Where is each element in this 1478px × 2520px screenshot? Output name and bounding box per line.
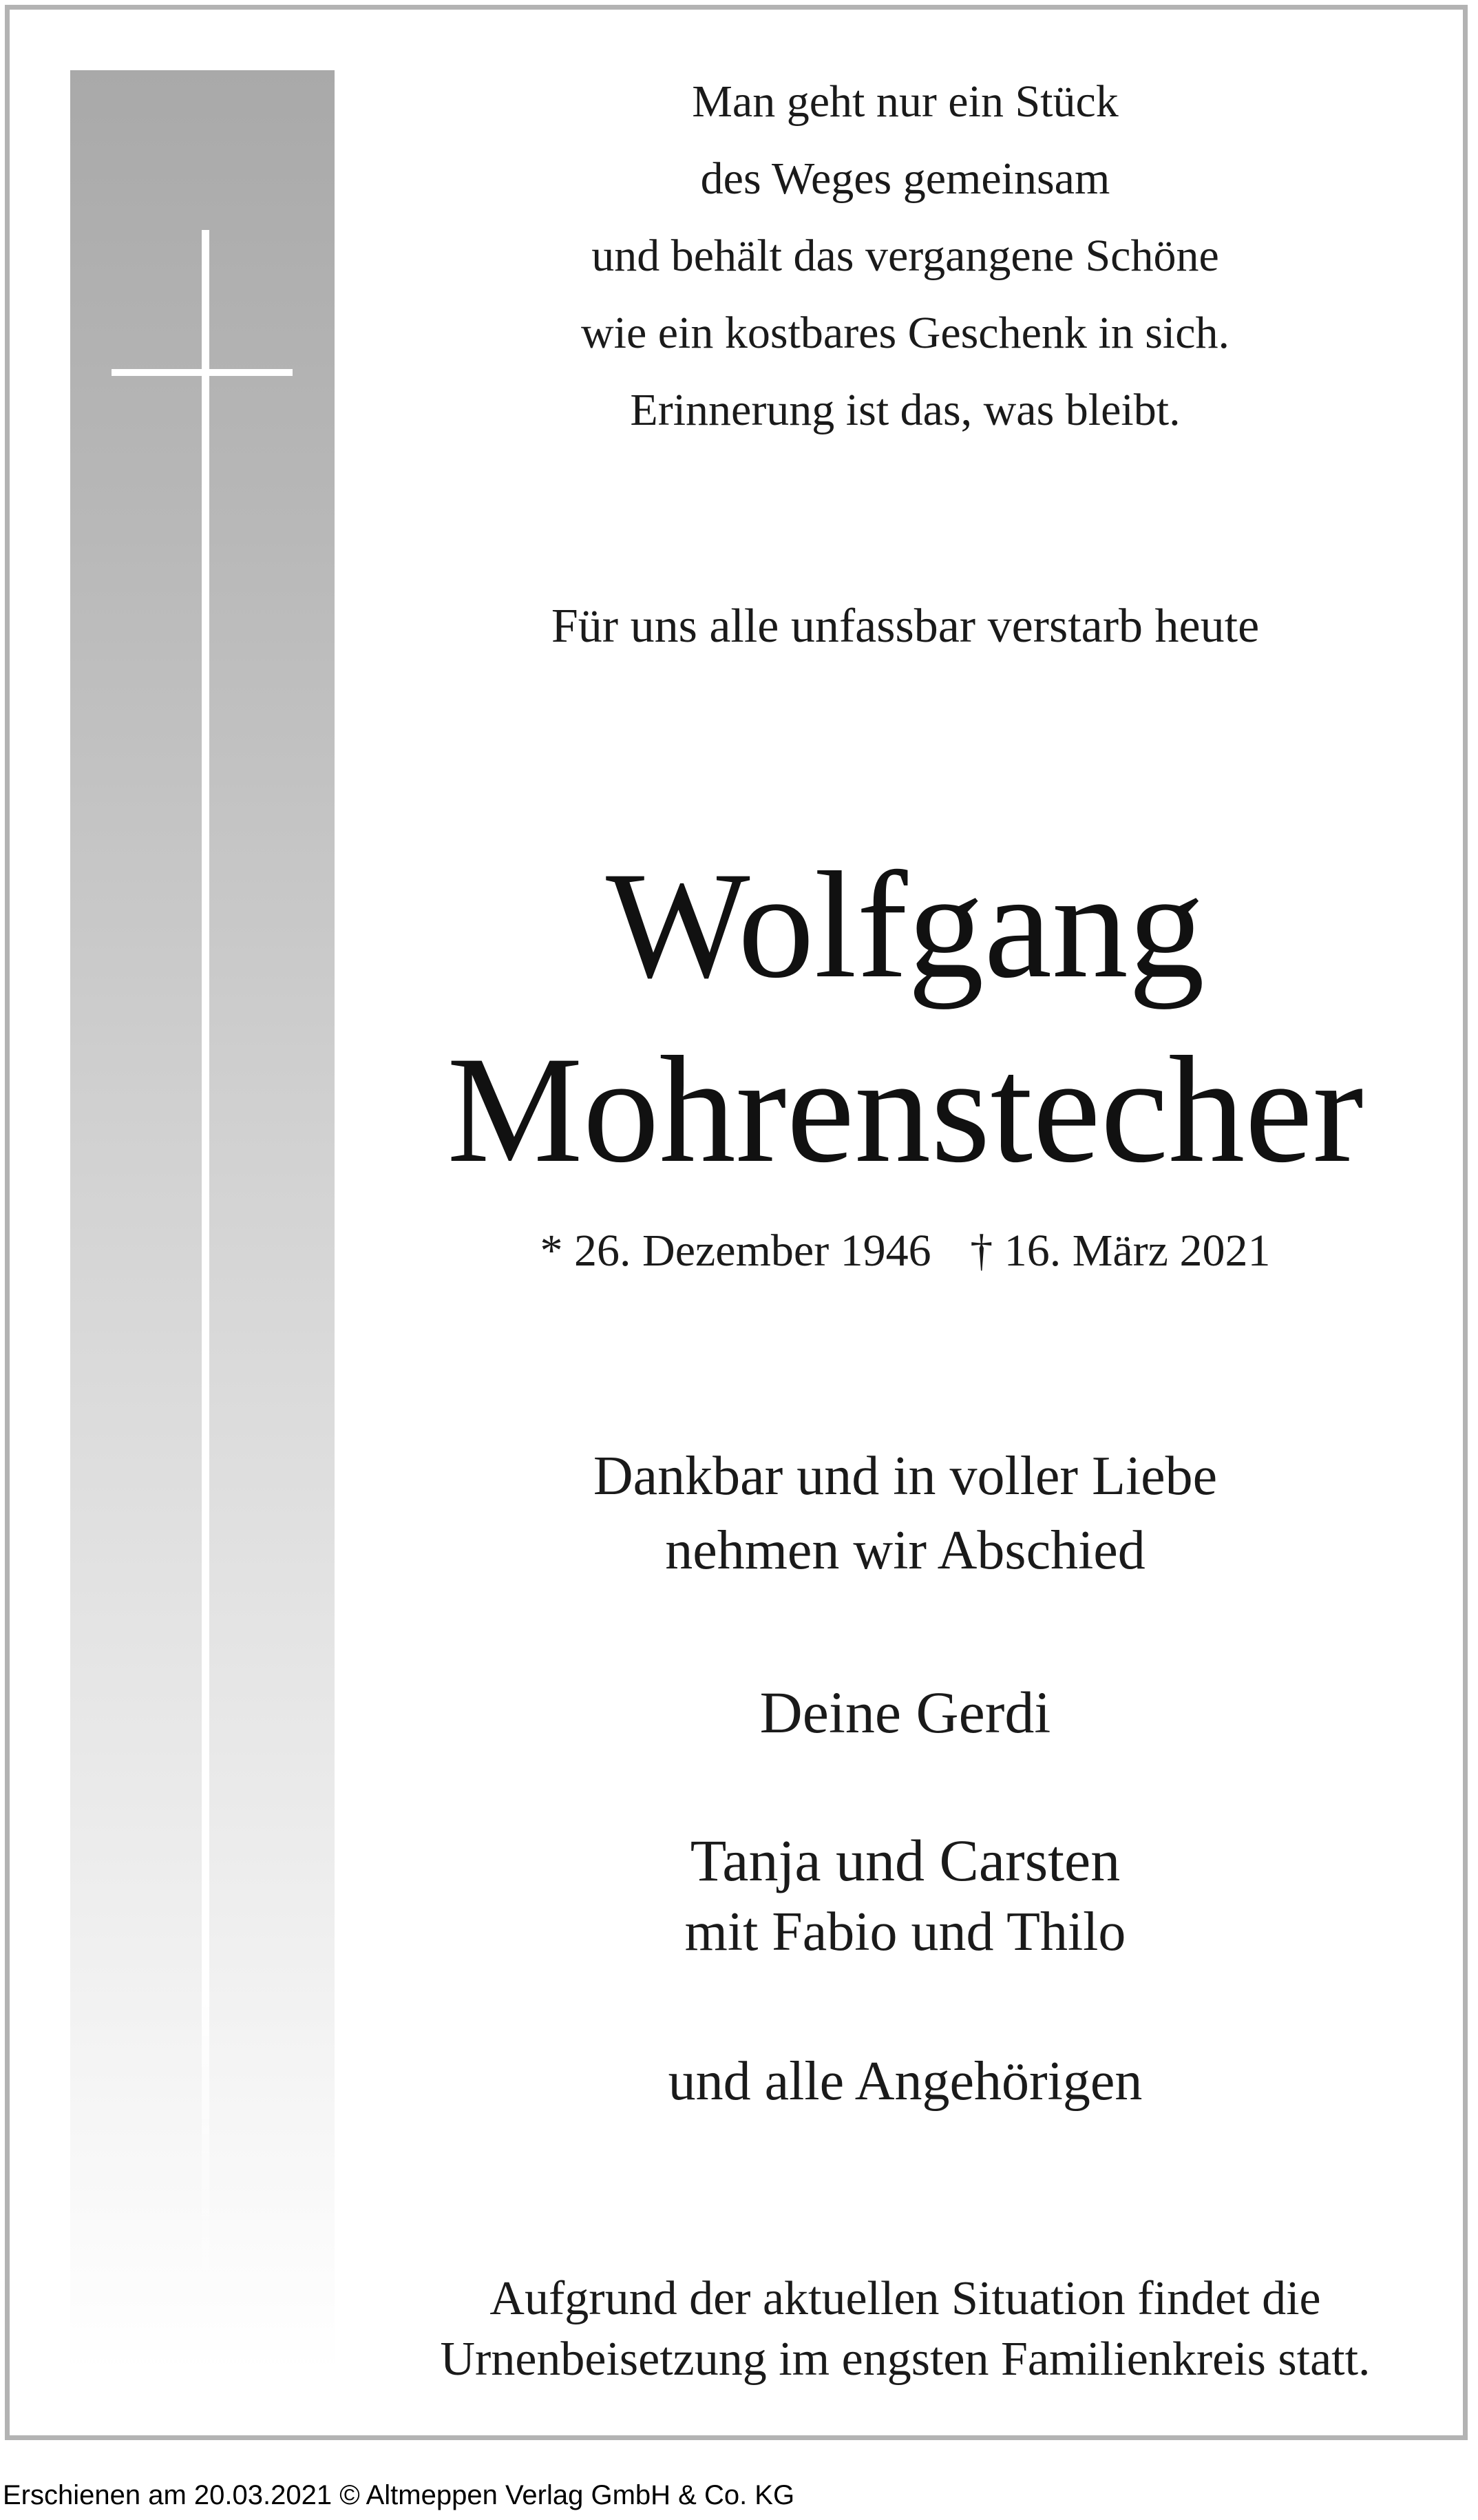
deceased-last-name: Mohrenstecher bbox=[447, 1025, 1364, 1195]
poem-line: wie ein kostbares Geschenk in sich. bbox=[580, 308, 1230, 358]
birth-date: * 26. Dezember 1946 bbox=[540, 1226, 931, 1276]
memorial-poem bbox=[386, 63, 1425, 449]
poem-line: Erinnerung ist das, was bleibt. bbox=[630, 385, 1181, 435]
poem-line: des Weges gemeinsam bbox=[700, 154, 1110, 204]
burial-note-line: Aufgrund der aktuellen Situation findet die bbox=[489, 2272, 1321, 2325]
poem-line: Man geht nur ein Stück bbox=[692, 76, 1119, 127]
cross-icon-horizontal-beam bbox=[112, 369, 293, 376]
deceased-name bbox=[386, 833, 1425, 1202]
mourner-relatives: und alle Angehörigen bbox=[668, 2051, 1143, 2112]
farewell-text bbox=[386, 1439, 1425, 1588]
mourner-spouse: Deine Gerdi bbox=[759, 1679, 1051, 1745]
cross-icon-vertical-beam bbox=[202, 230, 209, 2309]
farewell-line: nehmen wir Abschied bbox=[665, 1520, 1146, 1581]
death-date: † 16. März 2021 bbox=[970, 1226, 1271, 1276]
farewell-line: Dankbar und in voller Liebe bbox=[593, 1446, 1218, 1506]
deceased-first-name: Wolfgang bbox=[606, 841, 1205, 1010]
announcement-intro: Für uns alle unfassbar verstarb heute bbox=[551, 600, 1260, 653]
publication-footer: Erschienen am 20.03.2021 © Altmeppen Verlag GmbH & Co. KG bbox=[3, 2480, 795, 2510]
mourner-children: Tanja und Carsten bbox=[690, 1827, 1121, 1893]
burial-note bbox=[386, 2269, 1425, 2390]
life-dates bbox=[386, 1220, 1425, 1282]
burial-note-line: Urnenbeisetzung im engsten Familienkreis statt. bbox=[440, 2333, 1371, 2386]
mourner-grandchildren: mit Fabio und Thilo bbox=[684, 1902, 1126, 1962]
poem-line: und behält das vergangene Schöne bbox=[591, 231, 1219, 281]
mourner-children-group bbox=[386, 1825, 1425, 1968]
